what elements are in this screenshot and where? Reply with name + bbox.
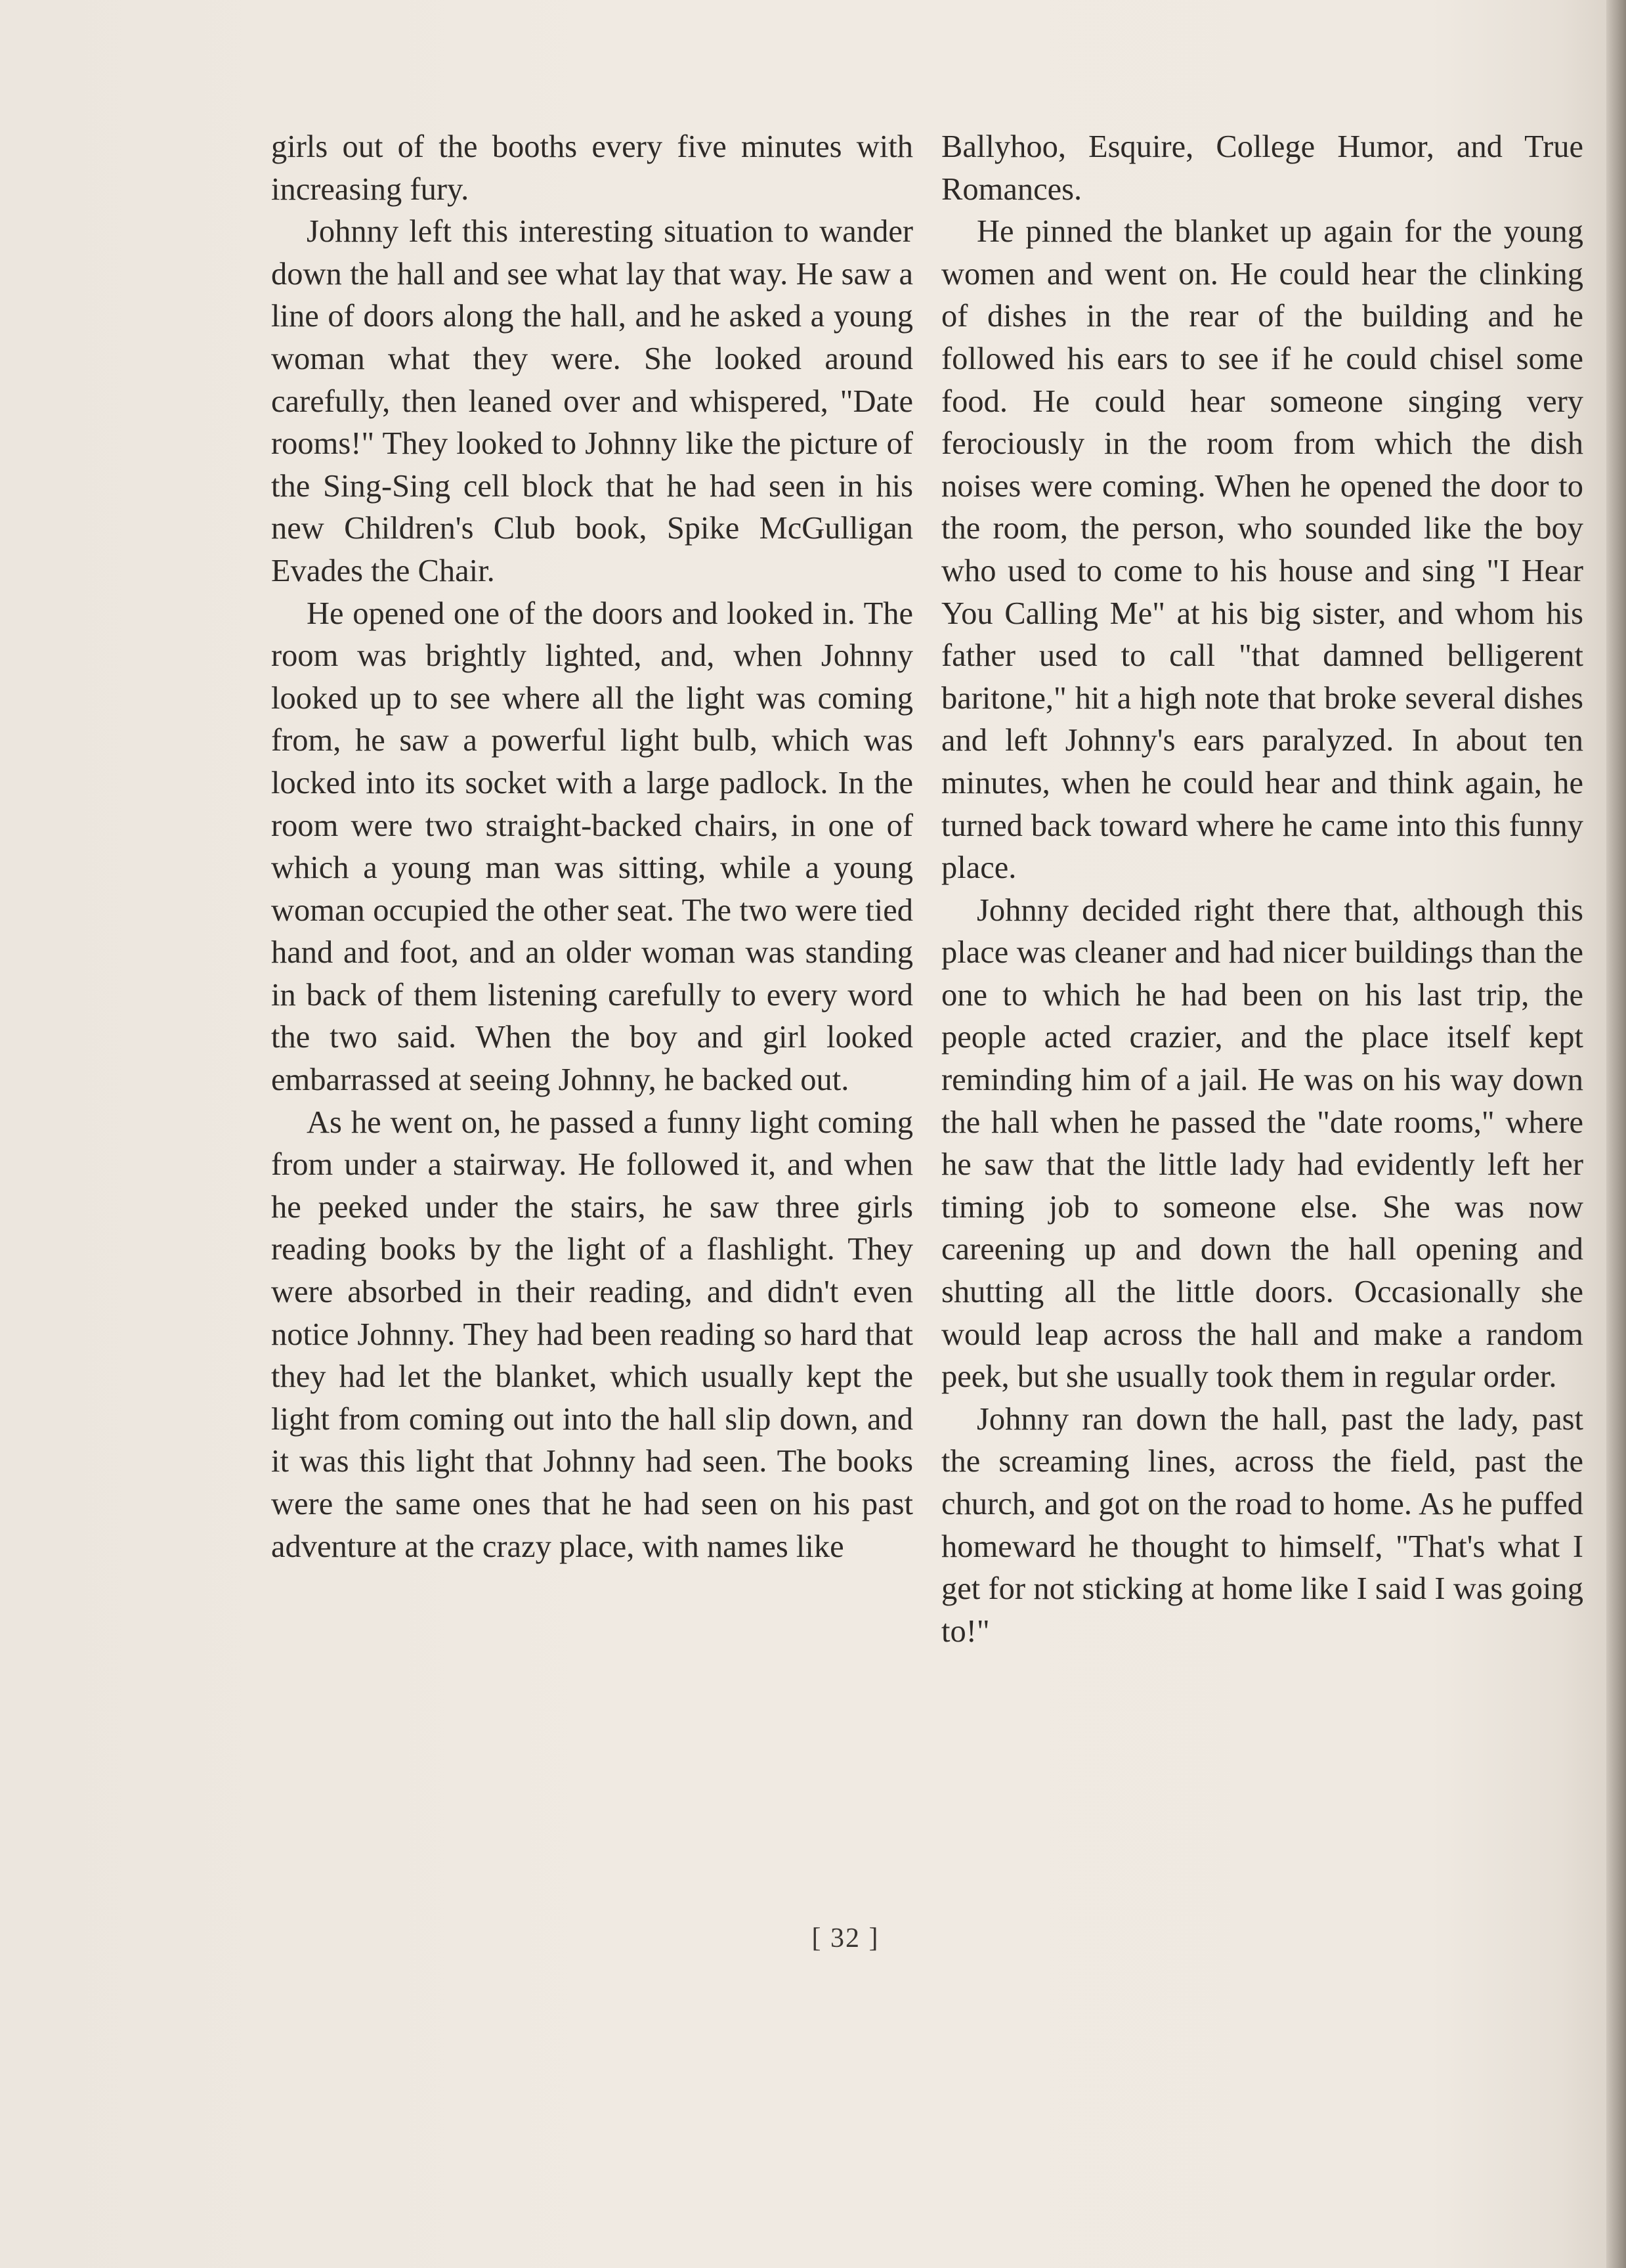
paragraph: girls out of the booths every five minutes with increasing fury. bbox=[271, 129, 913, 207]
paragraph: Johnny left this interesting situation to wander down the hall and see what lay that way. He saw a line of doors along the hall, and he asked a young woman what they were. She looked around carefully, then leaned over and whispered, "Date rooms!" They looked to Johnny like the picture of the Sing-Sing cell block that he had seen in his new Children's Club book, Spike McGulligan Evades the Chair. bbox=[271, 214, 913, 588]
page-edge-shadow bbox=[1606, 0, 1626, 2268]
page-number: [ 32 ] bbox=[811, 1923, 880, 1953]
paragraph: He pinned the blanket up again for the young women and went on. He could hear the clinking of dishes in the rear of the building and he followed his ears to see if he could chisel some food. He could hear someone singing very ferociously in the room from which the dish noises were coming. When he opened the door to the room, the person, who sounded like the boy who used to come to his house and sing "I Hear You Calling Me" at his big sister, and whom his father used to call "that damned belligerent baritone," hit a high note that broke several dishes and left Johnny's ears paralyzed. In about ten minutes, when he could hear and think again, he turned back toward where he came into this funny place. bbox=[941, 214, 1583, 886]
paragraph: Johnny ran down the hall, past the lady, past the screaming lines, across the field, past the church, and got on the road to home. As he puffed homeward he thought to himself, "That's what I get for not sticking at home like I said I was going to!" bbox=[941, 1401, 1583, 1649]
right-text-column bbox=[941, 126, 1583, 1653]
left-text-column bbox=[271, 126, 913, 1568]
paragraph: He opened one of the doors and looked in. The room was brightly lighted, and, when Johnny looked up to see where all the light was coming from, he saw a powerful light bulb, which was locked into its socket with a large padlock. In the room were two straight-backed chairs, in one of which a young man was sitting, while a young woman occupied the other seat. The two were tied hand and foot, and an older woman was standing in back of them listening carefully to every word the two said. When the boy and girl looked embarrassed at seeing Johnny, he backed out. bbox=[271, 596, 913, 1098]
paragraph: Ballyhoo, Esquire, College Humor, and True Romances. bbox=[941, 129, 1583, 207]
paragraph: As he went on, he passed a funny light coming from under a stairway. He followed it, and when he peeked under the stairs, he saw three girls reading books by the light of a flashlight. They were absorbed in their reading, and didn't even notice Johnny. They had been reading so hard that they had let the blanket, which usually kept the light from coming out into the hall slip down, and it was this light that Johnny had seen. The books were the same ones that he had seen on his past adventure at the crazy place, with names like bbox=[271, 1104, 913, 1564]
paragraph: Johnny decided right there that, although this place was cleaner and had nicer buildings than the one to which he had been on his last trip, the people acted crazier, and the place itself kept reminding him of a jail. He was on his way down the hall when he passed the "date rooms," where he saw that the little lady had evidently left her timing job to someone else. She was now careening up and down the hall opening and shutting all the little doors. Occasionally she would leap across the hall and make a random peek, but she usually took them in regular order. bbox=[941, 892, 1583, 1395]
